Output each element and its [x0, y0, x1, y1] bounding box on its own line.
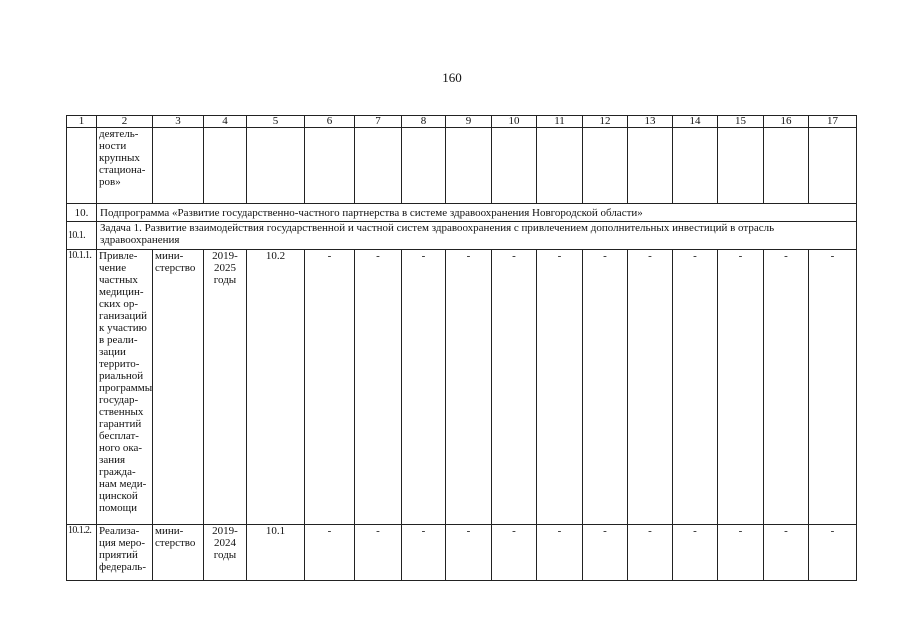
header-cell: 9 — [446, 116, 492, 128]
value-cell: - — [355, 525, 402, 581]
indicator: 10.2 — [247, 250, 305, 525]
value-cell: - — [718, 525, 764, 581]
value-cell: - — [305, 250, 355, 525]
header-cell: 3 — [153, 116, 204, 128]
value-cell: - — [537, 250, 583, 525]
row-number: 10.1.1. — [67, 250, 97, 525]
value-cell: - — [492, 525, 537, 581]
value-cell: - — [764, 525, 809, 581]
period: 2019- 2025 годы — [204, 250, 247, 525]
value-cell: - — [355, 250, 402, 525]
value-cell: - — [673, 250, 718, 525]
header-cell: 13 — [628, 116, 673, 128]
indicator: 10.1 — [247, 525, 305, 581]
period: 2019- 2024 годы — [204, 525, 247, 581]
header-cell: 11 — [537, 116, 583, 128]
page-number: 160 — [442, 70, 462, 85]
header-cell: 12 — [583, 116, 628, 128]
header-cell: 8 — [402, 116, 446, 128]
row-number: 10.1.2. — [67, 525, 97, 581]
value-cell: - — [446, 525, 492, 581]
value-cell: - — [809, 250, 857, 525]
value-cell: - — [628, 525, 673, 581]
task-title: Задача 1. Развитие взаимодействия государственной и частной систем здравоохранения с привлечением дополнительных инвестиций в отрасль здравоохранения — [97, 222, 857, 250]
value-cell: - — [402, 525, 446, 581]
measure-name: Привле- чение частных медицин- ских ор- ганизаций к участию в реали- зации террито- риальной программы государ- ственных гарантий бесплат- ного ока- зания гражда- нам меди- цинской помощи — [97, 250, 153, 525]
header-cell: 4 — [204, 116, 247, 128]
value-cell: - — [718, 250, 764, 525]
value-cell: - — [446, 250, 492, 525]
measure-name: Реализа- ция меро- приятий федераль- — [97, 525, 153, 581]
executor: мини- стерство — [153, 525, 204, 581]
header-cell: 5 — [247, 116, 305, 128]
header-cell: 17 — [809, 116, 857, 128]
table-row — [67, 250, 857, 525]
value-cell: - — [492, 250, 537, 525]
header-cell: 6 — [305, 116, 355, 128]
value-cell: - — [764, 250, 809, 525]
table-row — [67, 525, 857, 581]
executor: мини- стерство — [153, 250, 204, 525]
subprogram-title: Подпрограмма «Развитие государственно-частного партнерства в системе здравоохранения Новгородской области» — [97, 204, 857, 222]
value-cell: - — [673, 525, 718, 581]
header-cell: 1 — [67, 116, 97, 128]
subprogram-number: 10. — [67, 204, 97, 222]
continued-row — [67, 128, 857, 204]
value-cell: - — [583, 525, 628, 581]
continued-text: деятель- ности крупных стациона- ров» — [97, 128, 153, 204]
header-cell: 7 — [355, 116, 402, 128]
value-cell: - — [305, 525, 355, 581]
value-cell: - — [583, 250, 628, 525]
header-cell: 15 — [718, 116, 764, 128]
header-cell: 2 — [97, 116, 153, 128]
header-row — [67, 116, 857, 128]
value-cell: - — [402, 250, 446, 525]
value-cell: - — [628, 250, 673, 525]
value-cell: - — [537, 525, 583, 581]
measures-table — [66, 115, 857, 581]
task-number: 10.1. — [67, 222, 97, 250]
header-cell: 10 — [492, 116, 537, 128]
header-cell: 14 — [673, 116, 718, 128]
header-cell: 16 — [764, 116, 809, 128]
value-cell: - — [809, 525, 857, 581]
task-row — [67, 222, 857, 250]
subprogram-row — [67, 204, 857, 222]
